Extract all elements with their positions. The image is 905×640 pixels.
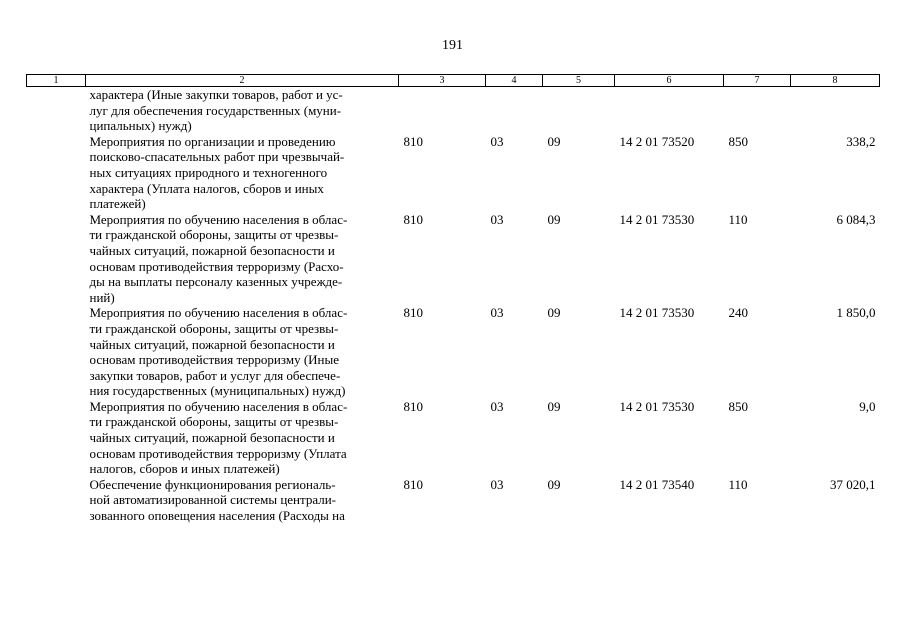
cell-subsection: 09 [547, 398, 561, 414]
description-line: Мероприятия по обучению населения в облас- [89, 398, 348, 414]
description-line: Мероприятия по обучению населения в облас- [89, 211, 348, 227]
cell-subsection: 09 [547, 305, 561, 321]
cell-expense-type: 850 [728, 398, 748, 414]
cell-description [86, 134, 399, 212]
description-line: закупки товаров, работ и услуг для обеспече- [89, 367, 341, 383]
table-row [27, 399, 880, 477]
header-col-3: 3 [399, 75, 486, 87]
description-line: ных ситуациях природного и техногенного [89, 164, 328, 180]
description-line: ной автоматизированной системы централи- [89, 492, 337, 508]
description-line: характера (Иные закупки товаров, работ и ус- [89, 87, 343, 102]
description-line: ды на выплаты персоналу казенных учрежде- [89, 274, 343, 290]
description-line: Мероприятия по обучению населения в облас- [89, 305, 348, 321]
cell-admin-code: 810 [403, 476, 423, 492]
description-line: налогов, сборов и иных платежей) [89, 461, 280, 477]
description-line: луг для обеспечения государственных (муни- [89, 102, 342, 118]
description-line: Мероприятия по организации и проведению [89, 133, 336, 149]
cell-section: 03 [490, 398, 504, 414]
page-number: 191 [442, 38, 463, 53]
table-row [27, 212, 880, 306]
header-row [27, 75, 880, 87]
cell-admin-code: 810 [403, 398, 423, 414]
cell-section: 03 [490, 476, 504, 492]
description-line: чайных ситуаций, пожарной безопасности и [89, 430, 335, 446]
cell-expense-type: 850 [728, 133, 748, 149]
cell-subsection: 09 [547, 476, 561, 492]
cell-target-article: 14 2 01 73540 [619, 476, 695, 492]
cell-expense-type: 110 [728, 476, 748, 492]
description-line: поисково-спасательных работ при чрезвычай- [89, 149, 345, 165]
description-line: основам противодействия терроризму (Уплата [89, 445, 347, 461]
cell-amount: 9,0 [859, 398, 876, 414]
cell-admin-code: 810 [403, 305, 423, 321]
cell-admin-code: 810 [403, 211, 423, 227]
cell-expense-type [724, 87, 791, 134]
description-line: ний) [89, 289, 115, 305]
cell-description [86, 305, 399, 399]
cell-amount: 338,2 [846, 133, 876, 149]
cell-amount: 6 084,3 [836, 211, 876, 227]
cell-admin-code: 810 [403, 133, 423, 149]
description-line: ти гражданской обороны, защиты от чрезвы- [89, 320, 339, 336]
description-line: зованного оповещения населения (Расходы на [89, 508, 345, 524]
cell-amount: 1 850,0 [836, 305, 876, 321]
cell-col-1 [27, 305, 86, 399]
table-header [27, 75, 880, 87]
cell-target-article: 14 2 01 73530 [619, 305, 695, 321]
header-col-7: 7 [724, 75, 791, 87]
cell-col-1 [27, 212, 86, 306]
cell-expense-type: 240 [728, 305, 748, 321]
cell-target-article: 14 2 01 73520 [619, 133, 695, 149]
description-line: чайных ситуаций, пожарной безопасности и [89, 242, 335, 258]
cell-subsection: 09 [547, 133, 561, 149]
cell-section: 03 [490, 211, 504, 227]
table-body [27, 87, 880, 524]
description-line: чайных ситуаций, пожарной безопасности и [89, 336, 335, 352]
cell-description [86, 477, 399, 524]
cell-subsection: 09 [547, 211, 561, 227]
cell-amount [791, 87, 880, 134]
cell-section: 03 [490, 305, 504, 321]
cell-description [86, 212, 399, 306]
cell-amount: 37 020,1 [830, 476, 876, 492]
cell-target-article: 14 2 01 73530 [619, 211, 695, 227]
budget-table [26, 74, 880, 524]
description-line: Обеспечение функционирования региональ- [89, 476, 336, 492]
description-line: основам противодействия терроризму (Расхо- [89, 258, 344, 274]
cell-target-article [615, 87, 724, 134]
cell-description [86, 87, 399, 134]
cell-expense-type: 110 [728, 211, 748, 227]
header-col-8: 8 [791, 75, 880, 87]
description-line: ния государственных (муниципальных) нужд) [89, 383, 346, 399]
description-line: основам противодействия терроризму (Иные [89, 352, 339, 368]
description-line: ципальных) нужд) [89, 118, 192, 134]
header-col-2: 2 [86, 75, 399, 87]
cell-col-1 [27, 477, 86, 524]
cell-admin-code [399, 87, 486, 134]
cell-col-1 [27, 399, 86, 477]
description-line: платежей) [89, 196, 146, 212]
cell-target-article: 14 2 01 73530 [619, 398, 695, 414]
header-col-5: 5 [543, 75, 615, 87]
cell-section: 03 [490, 133, 504, 149]
cell-subsection [543, 87, 615, 134]
description-line: ти гражданской обороны, защиты от чрезвы- [89, 414, 339, 430]
cell-section [486, 87, 543, 134]
cell-description [86, 399, 399, 477]
description-line: ти гражданской обороны, защиты от чрезвы- [89, 227, 339, 243]
table-row [27, 134, 880, 212]
header-col-6: 6 [615, 75, 724, 87]
table-row [27, 477, 880, 524]
cell-col-1 [27, 87, 86, 134]
table-row [27, 87, 880, 134]
cell-col-1 [27, 134, 86, 212]
description-line: характера (Уплата налогов, сборов и иных [89, 180, 324, 196]
header-col-1: 1 [27, 75, 86, 87]
header-col-4: 4 [486, 75, 543, 87]
table-row [27, 305, 880, 399]
